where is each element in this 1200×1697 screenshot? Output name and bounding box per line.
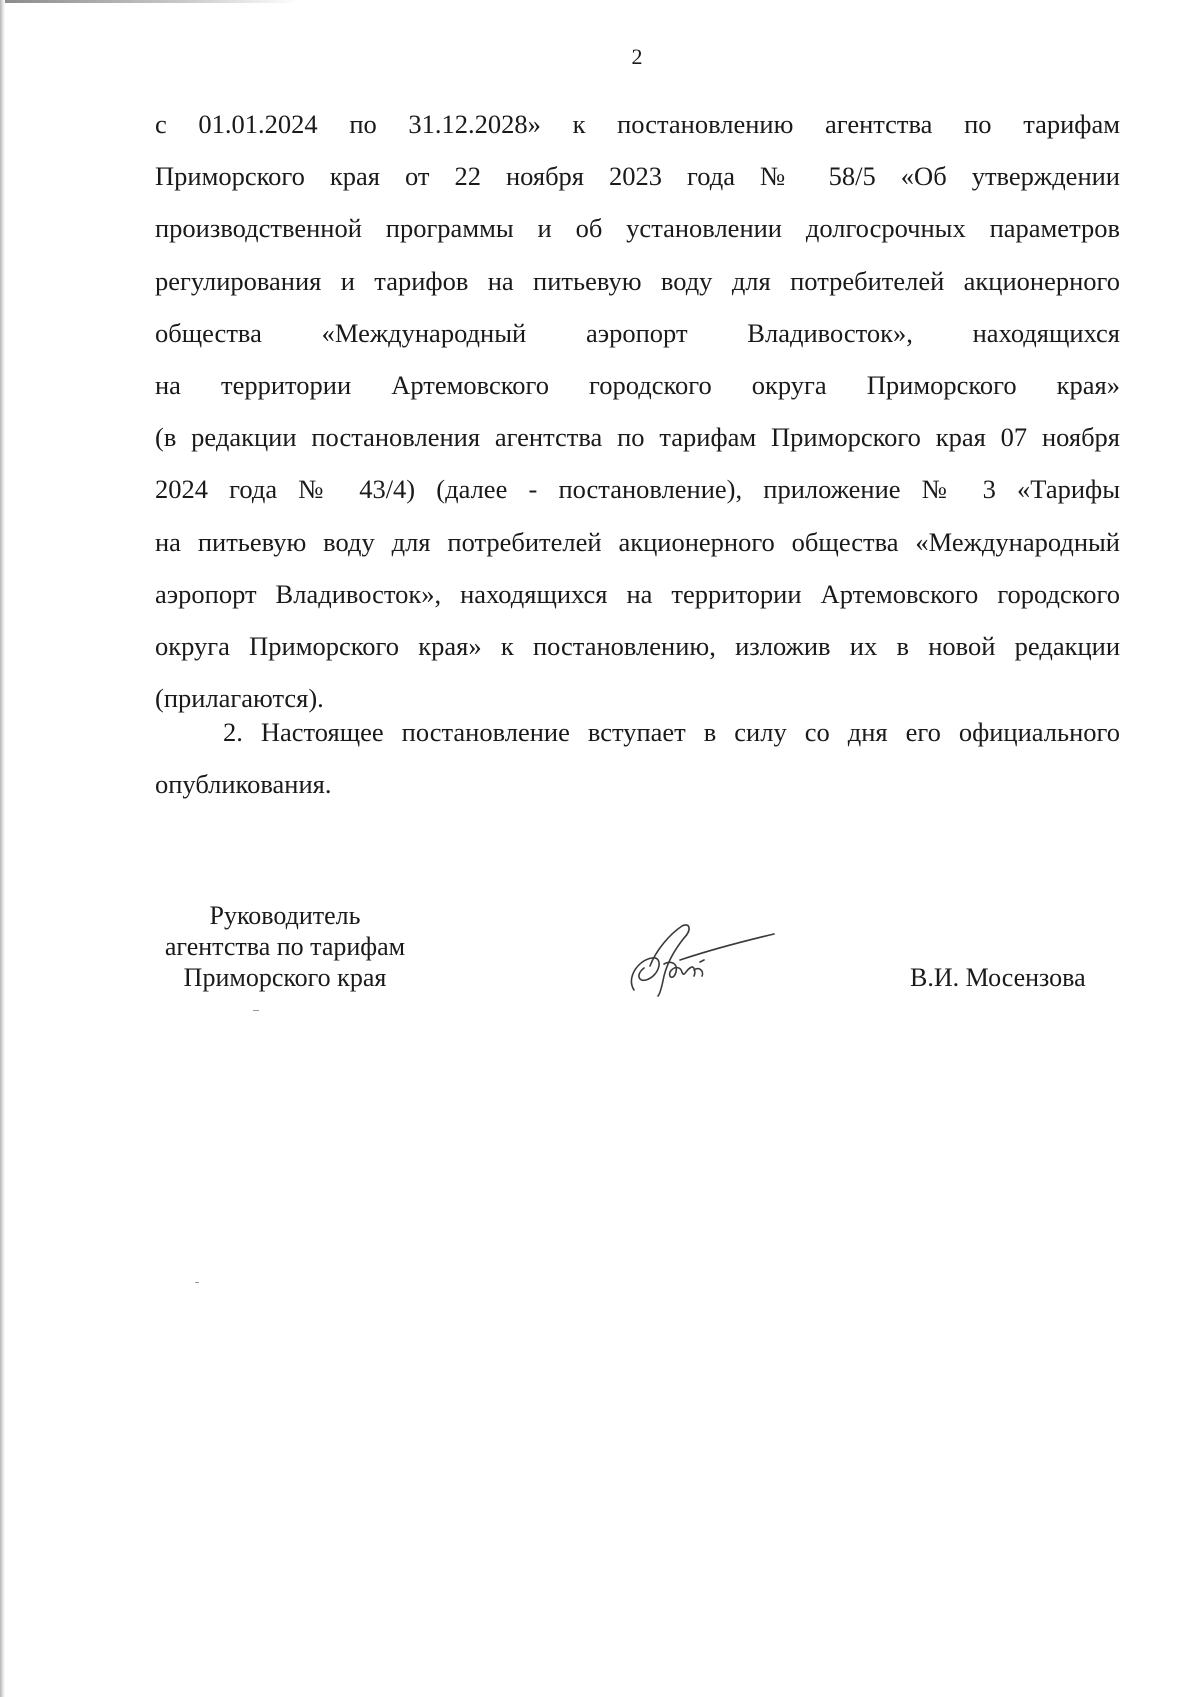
paragraph-line: опубликования. [155,769,332,800]
paragraph-line: аэропорт Владивосток», находящихся на территории Артемовского городского [155,578,1120,609]
paragraph-line: производственной программы и об установлении долгосрочных параметров [155,213,1120,244]
signer-title-line: агентства по тарифам [164,932,406,961]
signer-name: В.И. Мосензова [910,963,1086,992]
paragraph-line: с 01.01.2024 по 31.12.2028» к постановлению агентства по тарифам [155,109,1120,139]
scan-edge-top [0,0,300,3]
paragraph-line: общества «Международный аэропорт Владивосток», находящихся [155,317,1120,348]
paragraph-line: на территории Артемовского городского округа Приморского края» [155,369,1120,400]
paragraph-line: регулирования и тарифов на питьевую воду для потребителей акционерного [155,265,1120,296]
handwritten-signature [620,920,780,1000]
signer-title-line: Руководитель [209,901,361,930]
signer-title [135,900,435,993]
paragraph-line: Приморского края от 22 ноября 2023 года № 58/5 «Об утверждении [155,161,1120,192]
paragraph-line: на питьевую воду для потребителей акционерного общества «Международный [155,526,1120,557]
paragraph-line: округа Приморского края» к постановлению, изложив их в новой редакции [155,630,1120,661]
scan-edge-left [0,0,5,1697]
paragraph-line: (в редакции постановления агентства по тарифам Приморского края 07 ноября [155,422,1120,453]
paragraph-line: 2. Настоящее постановление вступает в силу со дня его официального [223,717,1120,747]
scan-speck [195,1282,199,1283]
page-number: 2 [631,44,643,69]
paragraph-1 [155,98,1120,724]
paragraph-2 [155,706,1120,810]
paragraph-line: 2024 года № 43/4) (далее - постановление), приложение № 3 «Тарифы [155,474,1120,505]
paragraph-line: (прилагаются). [155,683,324,714]
scan-speck [253,1010,259,1011]
signer-title-line: Приморского края [183,963,387,992]
